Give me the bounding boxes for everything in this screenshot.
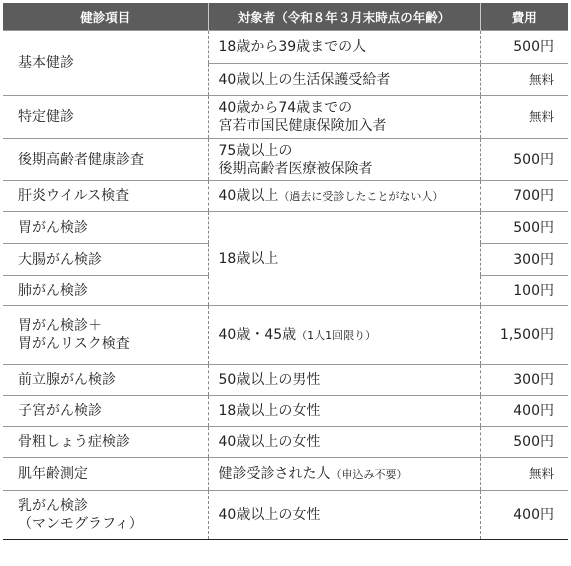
item-specific-checkup: 特定健診 — [3, 96, 208, 139]
target-cell — [208, 139, 480, 181]
table-row — [3, 427, 568, 458]
table-row — [3, 139, 568, 181]
target-cell: 18歳以上 — [208, 212, 480, 306]
target-line: 40歳から74歳までの — [218, 100, 353, 116]
item-stomach-risk — [3, 306, 208, 365]
target-line: 宮若市国民健康保険加入者 — [218, 118, 387, 134]
fee-cell: 300円 — [480, 244, 568, 276]
target-cell — [208, 181, 480, 212]
target-cell: 18歳以上の女性 — [208, 396, 480, 427]
table-row — [3, 306, 568, 365]
target-cell — [208, 96, 480, 139]
fee-cell: 無料 — [480, 96, 568, 139]
target-note: （申込み不要） — [330, 467, 408, 481]
fee-cell: 700円 — [480, 181, 568, 212]
target-text: 健診受診された人 — [218, 465, 331, 482]
target-text: 40歳以上 — [218, 187, 279, 204]
header-item: 健診項目 — [3, 3, 208, 31]
item-osteoporosis: 骨粗しょう症検診 — [3, 427, 208, 458]
item-basic-checkup: 基本健診 — [3, 31, 208, 96]
fee-cell: 無料 — [480, 458, 568, 491]
item-stomach-cancer: 胃がん検診 — [3, 212, 208, 244]
fee-cell: 1,500円 — [480, 306, 568, 365]
target-cell — [208, 458, 480, 491]
table-row — [3, 396, 568, 427]
fee-cell: 100円 — [480, 276, 568, 306]
table-row — [3, 181, 568, 212]
table-row — [3, 96, 568, 139]
target-cell: 40歳以上の生活保護受給者 — [208, 64, 480, 96]
fee-cell: 500円 — [480, 212, 568, 244]
target-cell: 50歳以上の男性 — [208, 365, 480, 396]
target-cell: 40歳以上の女性 — [208, 427, 480, 458]
target-line: 75歳以上の — [218, 142, 293, 159]
item-skin-age: 肌年齢測定 — [3, 458, 208, 491]
fee-cell: 400円 — [480, 491, 568, 540]
item-line: （マンモグラフィ） — [18, 516, 143, 532]
fee-cell: 無料 — [480, 64, 568, 96]
item-uterine-cancer: 子宮がん検診 — [3, 396, 208, 427]
item-prostate-cancer: 前立腺がん検診 — [3, 365, 208, 396]
header-row — [3, 3, 568, 31]
fee-cell: 500円 — [480, 31, 568, 64]
item-line: 胃がんリスク検査 — [18, 336, 130, 352]
target-note: （1人1回限り） — [296, 328, 377, 342]
table-row — [3, 212, 568, 244]
fee-cell: 300円 — [480, 365, 568, 396]
fee-cell: 500円 — [480, 427, 568, 458]
target-text: 40歳・45歳 — [218, 326, 297, 343]
header-target: 対象者（令和８年３月末時点の年齢） — [208, 3, 480, 31]
item-hepatitis-test: 肝炎ウイルス検査 — [3, 181, 208, 212]
target-note: （過去に受診したことがない人） — [278, 189, 444, 203]
table-row — [3, 491, 568, 540]
item-colon-cancer: 大腸がん検診 — [3, 244, 208, 276]
table-row — [3, 31, 568, 64]
target-cell: 40歳以上の女性 — [208, 491, 480, 540]
header-fee: 費用 — [480, 3, 568, 31]
fee-cell: 400円 — [480, 396, 568, 427]
item-lung-cancer: 肺がん検診 — [3, 276, 208, 306]
fee-cell: 500円 — [480, 139, 568, 181]
item-line: 胃がん検診＋ — [18, 318, 102, 334]
target-cell — [208, 306, 480, 365]
item-line: 乳がん検診 — [18, 498, 88, 514]
item-mammography — [3, 491, 208, 540]
target-cell: 18歳から39歳までの人 — [208, 31, 480, 64]
table-row — [3, 458, 568, 491]
target-line: 後期高齢者医療被保険者 — [218, 160, 373, 177]
item-elderly-checkup: 後期高齢者健康診査 — [3, 139, 208, 181]
checkup-table — [3, 3, 568, 540]
table-row — [3, 365, 568, 396]
